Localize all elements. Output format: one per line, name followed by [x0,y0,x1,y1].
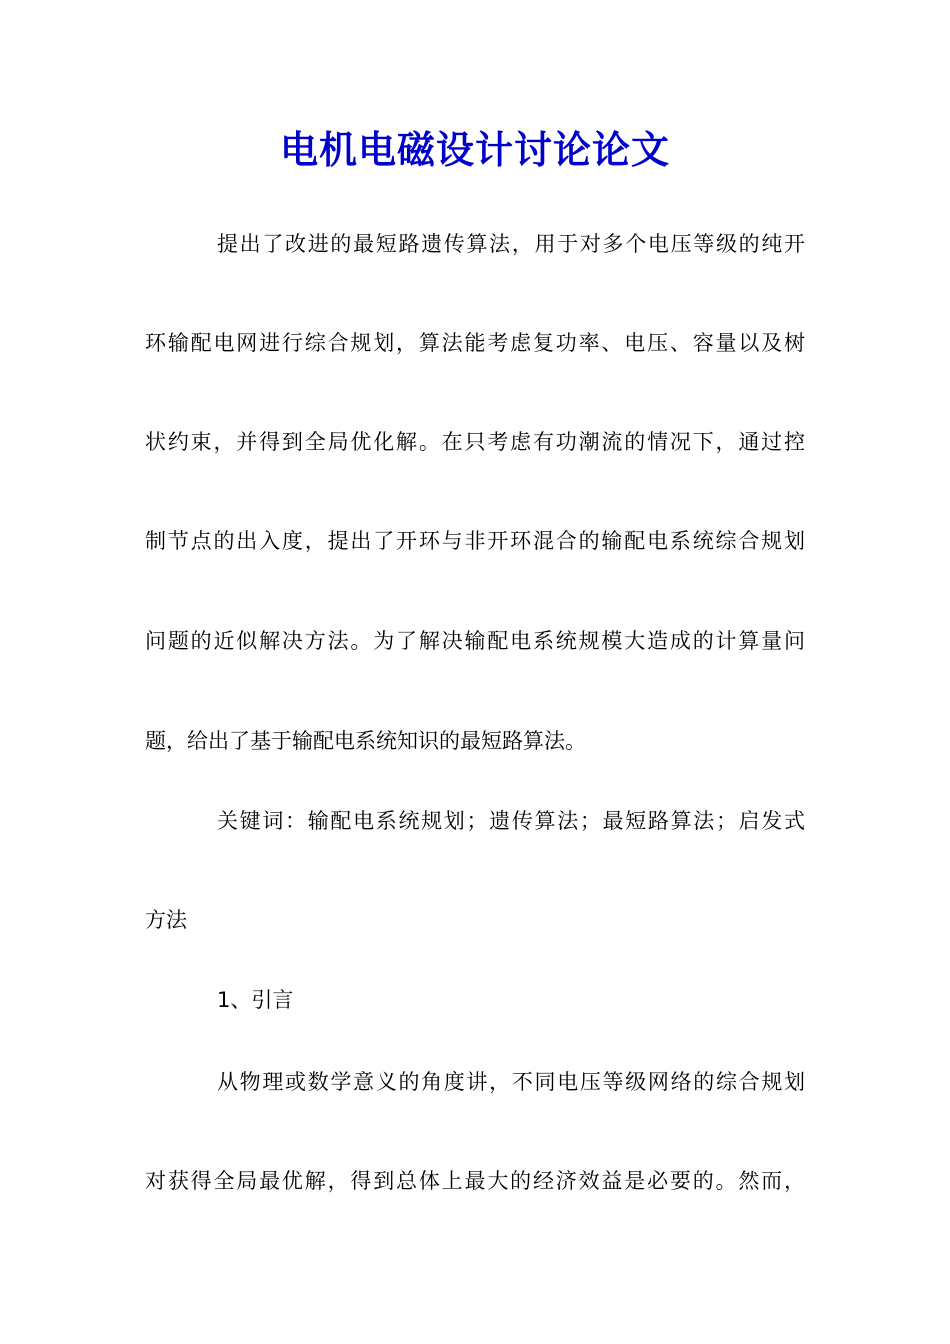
document-title: 电机电磁设计讨论论文 [279,127,670,172]
intro-line-2: 对获得全局最优解，得到总体上最大的经济效益是必要的。然而， [145,1169,805,1193]
intro-line-1: 从物理或数学意义的角度讲，不同电压等级网络的综合规划 [217,1070,805,1094]
abstract-line-5: 问题的近似解决方法。为了解决输配电系统规模大造成的计算量问 [145,629,805,653]
abstract-line-6: 题，给出了基于输配电系统知识的最短路算法。 [145,729,586,753]
keywords-line-2: 方法 [145,908,187,932]
abstract-line-1: 提出了改进的最短路遗传算法，用于对多个电压等级的纯开 [217,232,805,256]
section-heading: 1、引言 [217,988,294,1012]
abstract-line-4: 制节点的出入度，提出了开环与非开环混合的输配电系统综合规划 [145,529,805,553]
abstract-line-2: 环输配电网进行综合规划，算法能考虑复功率、电压、容量以及树 [145,331,805,355]
abstract-line-3: 状约束，并得到全局优化解。在只考虑有功潮流的情况下，通过控 [145,430,805,454]
keywords-line-1: 关键词：输配电系统规划；遗传算法；最短路算法；启发式 [217,809,805,833]
